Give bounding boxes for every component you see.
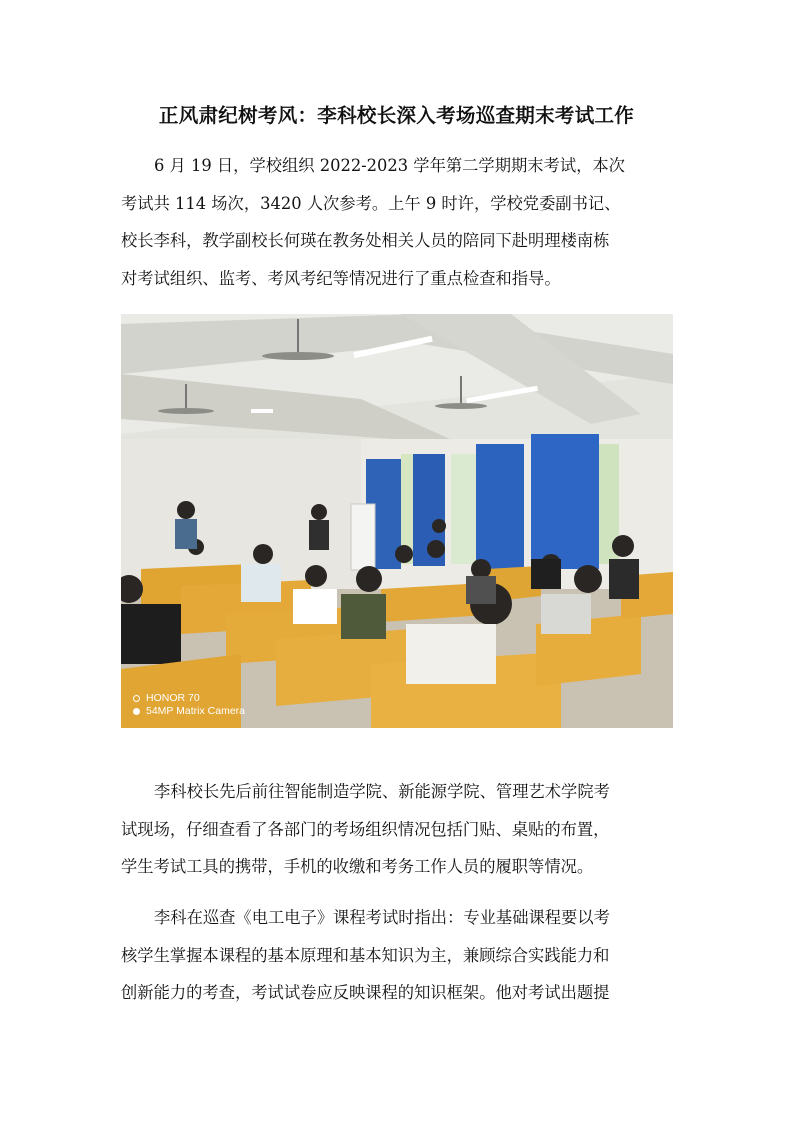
- paragraph-line: 试现场，仔细查看了各部门的考场组织情况包括门贴、桌贴的布置，: [121, 819, 610, 839]
- paragraph-2: [121, 773, 674, 886]
- paragraph-1: [121, 147, 674, 297]
- paragraph-line: 李科校长先后前往智能制造学院、新能源学院、管理艺术学院考: [154, 782, 610, 801]
- paragraph-line: 李科在巡查《电工电子》课程考试时指出：专业基础课程要以考: [154, 908, 610, 927]
- paragraph-3: [121, 899, 674, 1012]
- watermark-model: HONOR 70: [146, 692, 200, 704]
- exam-room-photo: [121, 314, 673, 728]
- paragraph-line: 校长李科，教学副校长何瑛在教务处相关人员的陪同下赴明理楼南栋: [121, 231, 610, 251]
- paragraph-line: 考试共 114 场次，3420 人次参考。上午 9 时许，学校党委副书记、: [121, 193, 621, 213]
- paragraph-line: 学生考试工具的携带，手机的收缴和考务工作人员的履职等情况。: [121, 857, 594, 877]
- watermark-camera: 54MP Matrix Camera: [146, 705, 246, 717]
- camera-watermark: [133, 692, 245, 718]
- paragraph-line: 核学生掌握本课程的基本原理和基本知识为主，兼顾综合实践能力和: [121, 945, 610, 965]
- watermark-dot-icon: [133, 708, 140, 715]
- article-title: 正风肃纪树考风：李科校长深入考场巡查期末考试工作: [158, 104, 635, 127]
- paragraph-line: 对考试组织、监考、考风考纪等情况进行了重点检查和指导。: [121, 268, 561, 288]
- watermark-ring-icon: [133, 695, 140, 702]
- paragraph-line: 6 月 19 日，学校组织 2022-2023 学年第二学期期末考试，本次: [154, 156, 625, 175]
- paragraph-line: 创新能力的考查，考试试卷应反映课程的知识框架。他对考试出题提: [121, 983, 610, 1003]
